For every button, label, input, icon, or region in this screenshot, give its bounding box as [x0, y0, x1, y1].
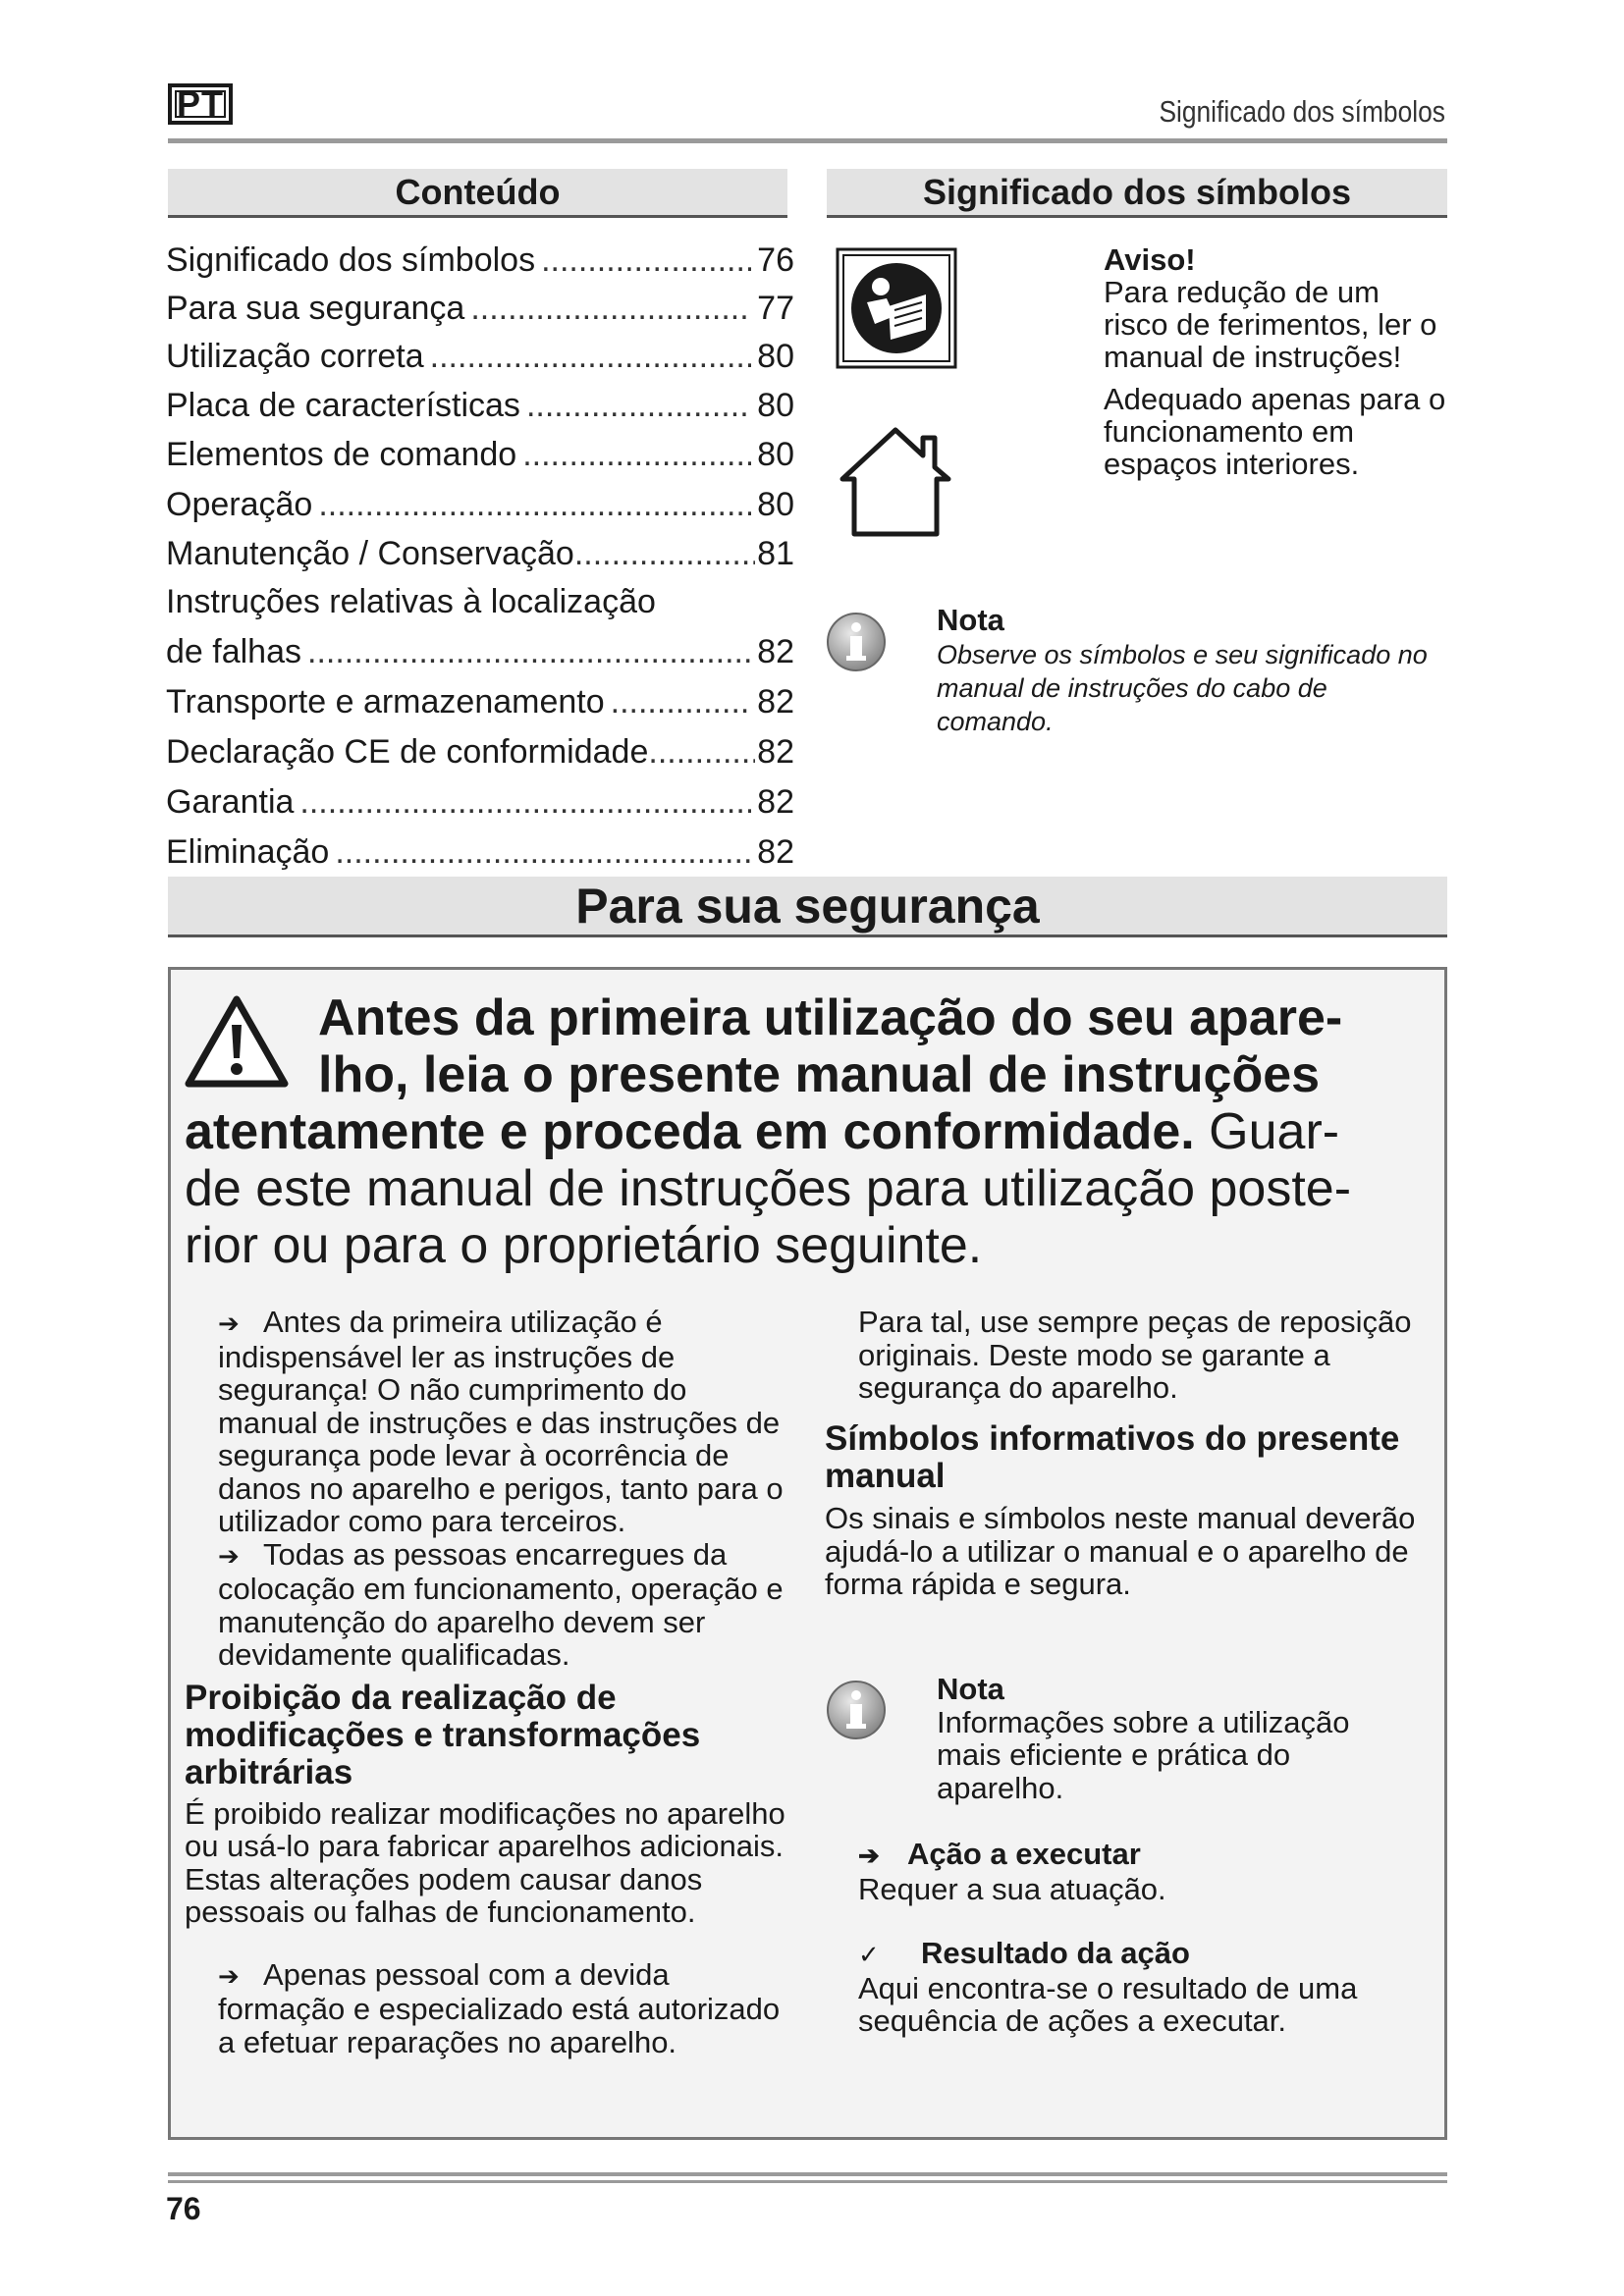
header-rule [168, 138, 1447, 143]
toc-entry[interactable]: Garantia ..... 82 [166, 777, 794, 827]
result-legend: ✓ Resultado da ação Aqui encontra-se o resultado de uma sequência de ações a executar. [858, 1937, 1432, 2038]
running-head: Significado dos símbolos [1159, 94, 1445, 129]
info-icon [825, 611, 888, 673]
checkmark-icon: ✓ [858, 1940, 880, 1969]
indoor-text: Adequado apenas para o funcionamento em espaços interiores. [1104, 382, 1446, 481]
result-text: Aqui encontra-se o resultado de uma sequência de ações a executar. [858, 1970, 1358, 2038]
spare-parts-paragraph: Para tal, use sempre peças de reposição originais. Deste modo se garante a segurança do aparelho. [858, 1305, 1412, 1405]
toc-entry[interactable]: de falhas ..... 82 [166, 626, 794, 677]
warning-block [1104, 243, 1447, 480]
action-legend: ➔ Ação a executar Requer a sua atuação. [858, 1838, 1432, 1905]
footer-rule [168, 2172, 1447, 2176]
safety-lead [185, 989, 1432, 1274]
arrow-right-icon: ➔ [218, 1960, 240, 1991]
modification-heading: Proibição da realização de modificações e transformações arbitrárias [185, 1678, 701, 1791]
arrow-right-icon: ➔ [218, 1540, 240, 1571]
info-icon [825, 1679, 888, 1741]
toc-entry[interactable]: Para sua segurança ..... 77 [166, 285, 794, 332]
toc-entry[interactable]: Declaração CE de conformidade ..... 82 [166, 726, 794, 777]
action-text: Requer a sua atuação. [858, 1871, 1166, 1906]
arrow-right-icon: ➔ [218, 1308, 240, 1338]
box-note-title: Nota [937, 1672, 1004, 1706]
toc-entry[interactable]: Utilização correta ..... 80 [166, 332, 794, 381]
lead-line-2: lho, leia o presente manual de instruções [318, 1046, 1321, 1103]
warning-text: Para redução de um risco de ferimentos, ler o manual de instruções! [1104, 275, 1437, 374]
lead-line-3: atentamente e proceda em conformidade. Guar- [185, 1103, 1340, 1160]
symbols-note [937, 603, 1447, 738]
page-number: 76 [166, 2191, 201, 2226]
language-badge: PT [168, 83, 233, 125]
box-note [937, 1673, 1408, 1804]
toc-entry[interactable]: Significado dos símbolos ..... 76 [166, 236, 794, 285]
arrow-right-icon: ➔ [858, 1841, 880, 1870]
read-manual-icon [836, 247, 957, 369]
bullet-item: ➔ Todas as pessoas encarregues da colocação em funcionamento, operação e manutenção do aparelho devem ser devidamente qualificadas. [218, 1536, 784, 1672]
bullet-item: ➔ Antes da primeira utilização é indispensável ler as instruções de segurança! O não cumprimento do manual de instruções e das instruções de segurança pode levar à ocorrência de danos no aparelho e perigos, tanto para o utilizador como para terceiros. [218, 1305, 784, 1538]
lead-line-1: Antes da primeira utilização do seu apare- [318, 989, 1343, 1046]
toc-entry[interactable]: Operação ..... 80 [166, 479, 794, 530]
safety-left-column [185, 1306, 793, 2058]
toc-entry[interactable]: Elementos de comando ..... 80 [166, 430, 794, 479]
toc-entry[interactable]: Manutenção / Conservação ..... 81 [166, 530, 794, 577]
lead-line-5: rior ou para o proprietário seguinte. [185, 1217, 983, 1274]
info-symbols-heading: Símbolos informativos do presente manual [825, 1419, 1400, 1495]
footer-rule [168, 2180, 1447, 2183]
info-symbols-paragraph: Os sinais e símbolos neste manual deverão ajudá-lo a utilizar o manual e o aparelho de forma rápida e segura. [825, 1501, 1416, 1601]
note-text: Observe os símbolos e seu significado no manual de instruções do cabo de comando. [937, 640, 1428, 736]
toc-entry[interactable]: Eliminação ..... 82 [166, 827, 794, 878]
warning-title: Aviso! [1104, 242, 1196, 277]
note-title: Nota [937, 603, 1004, 637]
modification-paragraph: É proibido realizar modificações no aparelho ou usá-lo para fabricar aparelhos adicionais. Estas alterações podem causar danos pessoais ou falhas de funcionamento. [185, 1795, 785, 1929]
symbols-title: Significado dos símbolos [827, 169, 1447, 218]
toc-title: Conteúdo [168, 169, 787, 218]
table-of-contents [166, 236, 794, 878]
bullet-item: ➔ Apenas pessoal com a devida formação e especializado está autorizado a efetuar reparações no aparelho. [218, 1956, 781, 2059]
toc-entry[interactable]: Placa de características ..... 80 [166, 381, 794, 430]
indoor-use-icon [833, 424, 958, 540]
box-note-text: Informações sobre a utilização mais eficiente e prática do aparelho. [937, 1704, 1350, 1805]
lead-line-4: de este manual de instruções para utilização poste- [185, 1160, 1352, 1217]
toc-entry-pre: Instruções relativas à localização [166, 583, 656, 620]
toc-entry[interactable]: Transporte e armazenamento ..... 82 [166, 677, 794, 726]
safety-title: Para sua segurança [168, 877, 1447, 937]
